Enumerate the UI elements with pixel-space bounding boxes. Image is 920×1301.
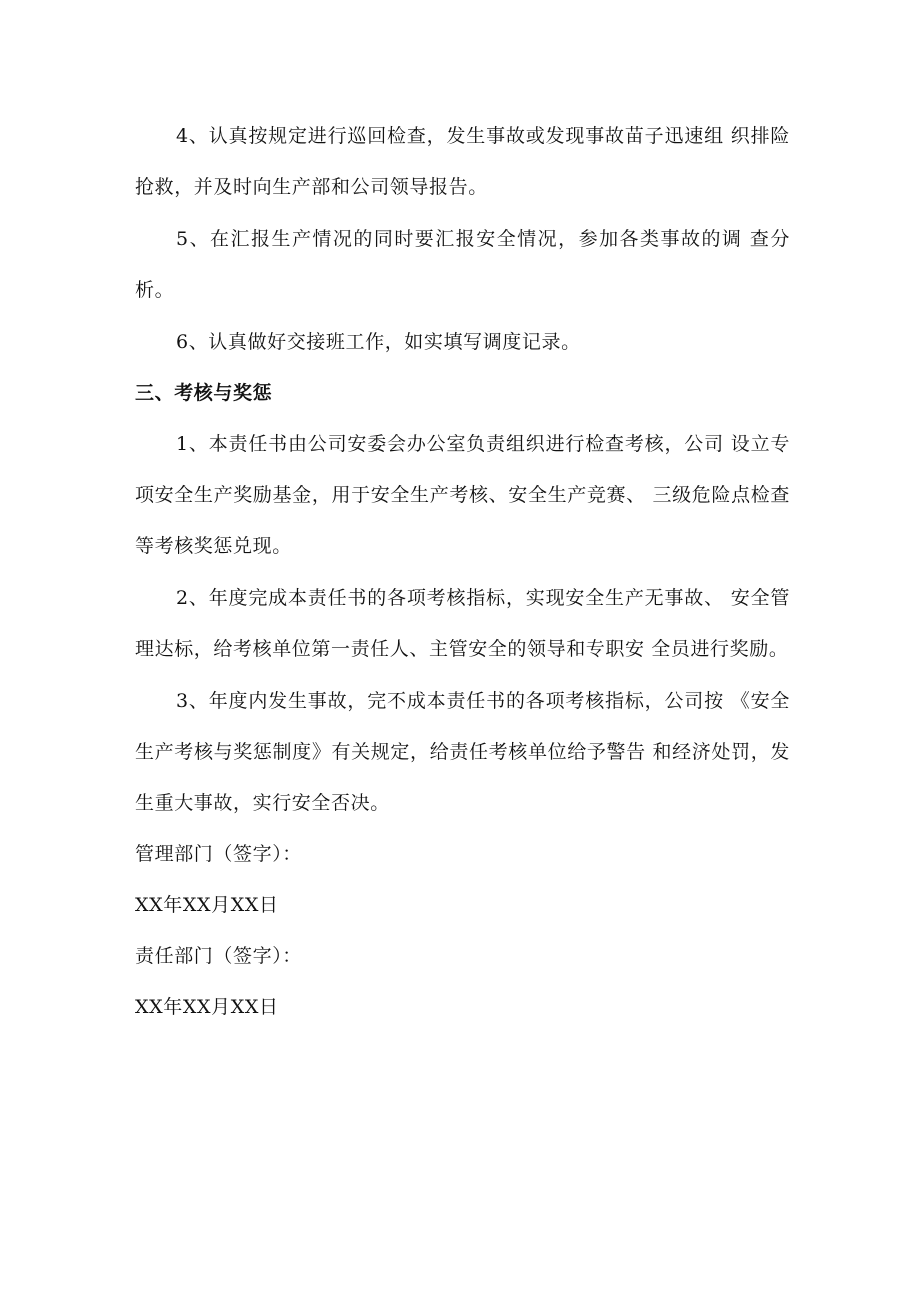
- duty-item-6: 6、认真做好交接班工作，如实填写调度记录。: [176, 331, 581, 353]
- document-body: [135, 111, 790, 1033]
- assessment-item-2: 2、年度完成本责任书的各项考核指标，实现安全生产无事故、 安全管理达标，给考核单位第一责任人、主管安全的领导和专职安 全员进行奖励。: [135, 587, 790, 660]
- section-heading: 三、考核与奖惩: [135, 382, 273, 404]
- assessment-item-1: 1、本责任书由公司安委会办公室负责组织进行检查考核，公司 设立专项安全生产奖励基金，用于安全生产考核、安全生产竞赛、 三级危险点检查等考核奖惩兑现。: [135, 433, 790, 557]
- duty-item-4: 4、认真按规定进行巡回检查，发生事故或发现事故苗子迅速组 织排险抢救，并及时向生产部和公司领导报告。: [135, 125, 790, 198]
- assessment-item-3: 3、年度内发生事故，完不成本责任书的各项考核指标，公司按 《安全生产考核与奖惩制度》有关规定，给责任考核单位给予警告 和经济处罚，发生重大事故，实行安全否决。: [135, 690, 790, 814]
- management-signature-date: XX年XX月XX日: [135, 894, 279, 916]
- responsible-signature-date: XX年XX月XX日: [135, 996, 279, 1018]
- responsible-signature-label: 责任部门（签字）：: [135, 945, 302, 967]
- management-signature-label: 管理部门（签字）：: [135, 843, 302, 865]
- duty-item-5: 5、在汇报生产情况的同时要汇报安全情况，参加各类事故的调 查分析。: [135, 228, 790, 301]
